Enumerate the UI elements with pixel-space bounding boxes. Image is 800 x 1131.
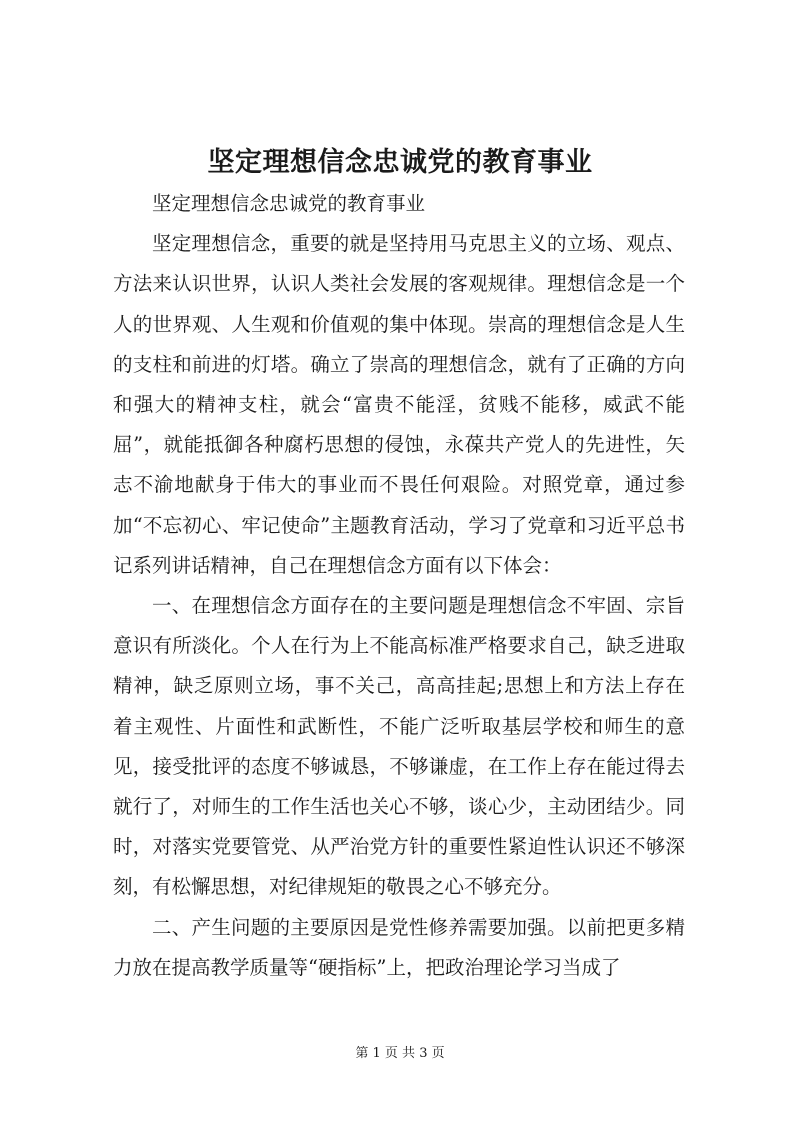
page-number-label: 第 1 页 共 3 页 (355, 1046, 445, 1061)
paragraph-subtitle: 坚定理想信念忠诚党的教育事业 (152, 192, 426, 215)
paragraph-section-one: 一、在理想信念方面存在的主要问题是理想信念不牢固、宗旨意识有所淡化。个人在行为上不能高标准严格要求自己，缺乏进取精神，缺乏原则立场，事不关己，高高挂起;思想上和方法上存在着主观性、片面性和武断性，不能广泛听取基层学校和师生的意见，接受批评的态度不够诚恳，不够谦虚，在工作上存在能过得去就行了，对师生的工作生活也关心不够，谈心少，主动团结少。同时，对落实党要管党、从严治党方针的重要性紧迫性认识还不够深刻，有松懈思想，对纪律规矩的敬畏之心不够充分。 (113, 594, 685, 899)
document-body (113, 184, 685, 988)
paragraph-section-two: 二、产生问题的主要原因是党性修养需要加强。以前把更多精力放在提高教学质量等“硬指标”上，把政治理论学习当成了 (113, 915, 685, 979)
document-title: 坚定理想信念忠诚党的教育事业 (207, 147, 593, 178)
page-footer (0, 1044, 800, 1064)
paragraph-intro: 坚定理想信念，重要的就是坚持用马克思主义的立场、观点、方法来认识世界，认识人类社会发展的客观规律。理想信念是一个人的世界观、人生观和价值观的集中体现。崇高的理想信念是人生的支柱和前进的灯塔。确立了崇高的理想信念，就有了正确的方向和强大的精神支柱，就会“富贵不能淫，贫贱不能移，威武不能屈”，就能抵御各种腐朽思想的侵蚀，永葆共产党人的先进性，矢志不渝地献身于伟大的事业而不畏任何艰险。对照党章，通过参加“不忘初心、牢记使命”主题教育活动，学习了党章和习近平总书记系列讲话精神，自己在理想信念方面有以下体会： (113, 232, 685, 577)
